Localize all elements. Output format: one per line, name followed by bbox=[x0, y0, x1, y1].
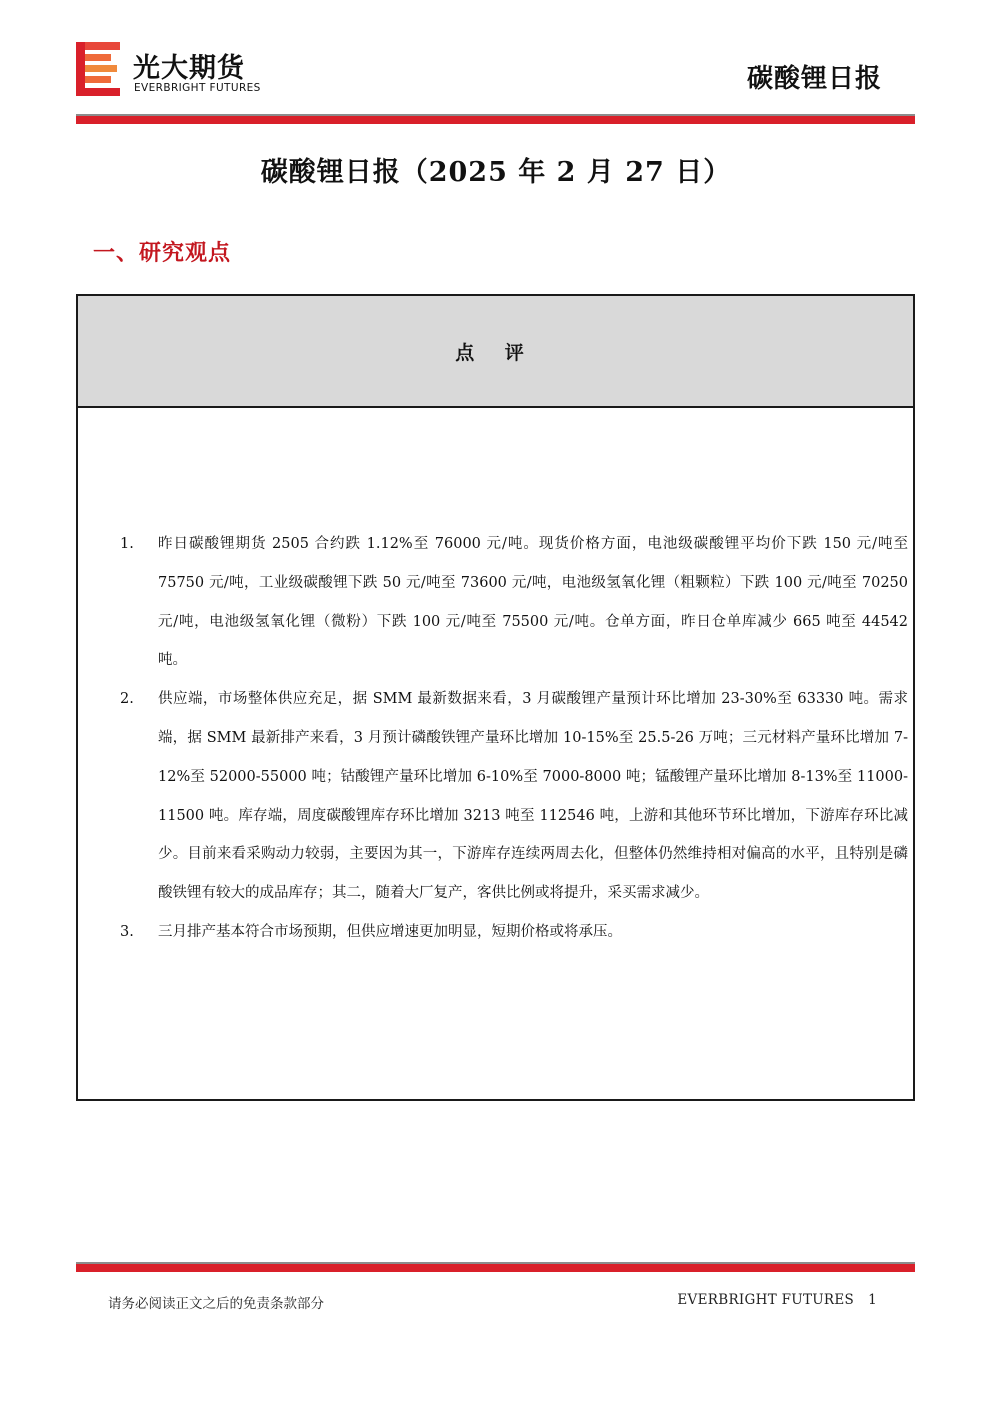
page-number: 1 bbox=[868, 1292, 877, 1308]
footer-company bbox=[677, 1292, 877, 1308]
company-logo bbox=[76, 42, 296, 98]
list-item bbox=[120, 680, 908, 913]
list-item-number: 2. bbox=[120, 691, 134, 708]
section-heading: 一、研究观点 bbox=[93, 240, 232, 266]
list-item bbox=[120, 913, 908, 952]
list-item-text: 昨日碳酸锂期货 2505 合约跌 1.12%至 76000 元/吨。现货价格方面，电池级碳酸锂平均价下跌 150 元/吨至 75750 元/吨，工业级碳酸锂下跌 50 元/吨至 73600 元/吨，电池级氢氧化锂（粗颗粒）下跌 100 元/吨至 70250 元/吨，电池级氢氧化锂（微粉）下跌 100 元/吨至 75500 元/吨。仓单方面，昨日仓单库减少 665 吨至 44542 吨。 bbox=[158, 536, 908, 669]
logo-chinese-name: 光大期货 bbox=[133, 53, 245, 84]
list-item-number: 1. bbox=[120, 536, 134, 552]
footer-divider bbox=[76, 1262, 915, 1272]
logo-english-name: EVERBRIGHT FUTURES bbox=[134, 82, 261, 94]
report-type-title: 碳酸锂日报 bbox=[746, 64, 882, 94]
list-item bbox=[120, 525, 908, 680]
commentary-list bbox=[120, 525, 908, 952]
footer-company-name: EVERBRIGHT FUTURES bbox=[677, 1292, 855, 1308]
everbright-e-logo-icon bbox=[76, 42, 120, 96]
document-title: 碳酸锂日报（2025 年 2 月 27 日） bbox=[260, 157, 732, 188]
list-item-text: 供应端，市场整体供应充足，据 SMM 最新数据来看，3 月碳酸锂产量预计环比增加 23-30%至 63330 吨。需求端，据 SMM 最新排产来看，3 月预计磷酸铁锂产量环比增加 10-15%至 25.5-26 万吨；三元材料产量环比增加 7-12%至 52000-55000 吨；钴酸锂产量环比增加 6-10%至 7000-8000 吨；锰酸锂产量环比增加 8-13%至 11000-11500 吨。库存端，周度碳酸锂库存环比增加 3213 吨至 112546 吨，上游和其他环节环比增加，下游库存环比减少。目前来看采购动力较弱，主要因为其一，下游库存连续两周去化，但整体仍然维持相对偏高的水平，且特别是磷酸铁锂有较大的成品库存；其二，随着大厂复产，客供比例或将提升，采买需求减少。 bbox=[158, 691, 908, 902]
commentary-box-title: 点 评 bbox=[455, 341, 536, 364]
list-item-number: 3. bbox=[120, 923, 134, 940]
footer-disclaimer: 请务必阅读正文之后的免责条款部分 bbox=[108, 1296, 324, 1312]
commentary-box-header bbox=[78, 296, 913, 408]
header-divider bbox=[76, 114, 915, 124]
list-item-text: 三月排产基本符合市场预期，但供应增速更加明显，短期价格或将承压。 bbox=[158, 923, 622, 940]
